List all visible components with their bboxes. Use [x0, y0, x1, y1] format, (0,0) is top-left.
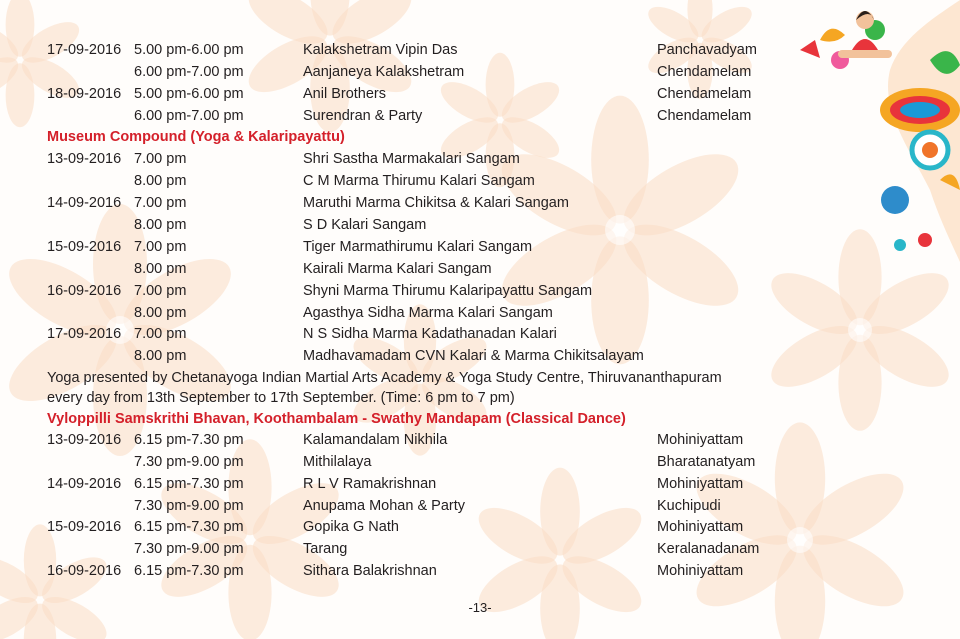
row-art-form: Mohiniyattam: [657, 563, 744, 579]
row-date: 18-09-2016: [47, 86, 122, 102]
section-heading-museum-compound: Museum Compound (Yoga & Kalaripayattu): [47, 129, 345, 145]
row-performer: C M Marma Thirumu Kalari Sangam: [303, 173, 535, 189]
row-time: 8.00 pm: [134, 173, 187, 189]
schedule-row: [0, 236, 960, 258]
row-date: 16-09-2016: [47, 283, 122, 299]
schedule-row: [0, 83, 960, 105]
row-performer: Anil Brothers: [303, 86, 387, 102]
schedule-row: [0, 280, 960, 302]
schedule-row: [0, 516, 960, 538]
schedule-row: [0, 214, 960, 236]
row-time: 6.00 pm-7.00 pm: [134, 108, 244, 124]
row-date: 14-09-2016: [47, 476, 122, 492]
row-time: 7.30 pm-9.00 pm: [134, 541, 244, 557]
row-date: 17-09-2016: [47, 326, 122, 342]
schedule-row: [0, 429, 960, 451]
row-performer: Kalakshetram Vipin Das: [303, 42, 458, 58]
row-art-form: Kuchipudi: [657, 498, 721, 514]
row-performer: Maruthi Marma Chikitsa & Kalari Sangam: [303, 195, 569, 211]
row-time: 8.00 pm: [134, 305, 187, 321]
row-date: 13-09-2016: [47, 432, 122, 448]
row-performer: Sithara Balakrishnan: [303, 563, 437, 579]
row-time: 7.30 pm-9.00 pm: [134, 454, 244, 470]
row-time: 6.15 pm-7.30 pm: [134, 432, 244, 448]
row-time: 7.00 pm: [134, 195, 187, 211]
row-time: 8.00 pm: [134, 261, 187, 277]
row-performer: Madhavamadam CVN Kalari & Marma Chikitsalayam: [303, 348, 644, 364]
schedule-row: [0, 148, 960, 170]
row-time: 6.15 pm-7.30 pm: [134, 519, 244, 535]
row-performer: Gopika G Nath: [303, 519, 399, 535]
schedule-row: [0, 451, 960, 473]
schedule-row: [0, 495, 960, 517]
row-performer: Kalamandalam Nikhila: [303, 432, 448, 448]
row-date: 14-09-2016: [47, 195, 122, 211]
row-time: 6.00 pm-7.00 pm: [134, 64, 244, 80]
page-number: -13-: [468, 600, 492, 615]
row-art-form: Mohiniyattam: [657, 476, 744, 492]
row-date: 13-09-2016: [47, 151, 122, 167]
row-performer: S D Kalari Sangam: [303, 217, 427, 233]
row-art-form: Mohiniyattam: [657, 519, 744, 535]
row-performer: Shri Sastha Marmakalari Sangam: [303, 151, 520, 167]
row-performer: Tiger Marmathirumu Kalari Sangam: [303, 239, 533, 255]
row-performer: Aanjaneya Kalakshetram: [303, 64, 465, 80]
row-art-form: Keralanadanam: [657, 541, 760, 557]
row-art-form: Panchavadyam: [657, 42, 757, 58]
row-performer: Mithilalaya: [303, 454, 372, 470]
row-time: 7.00 pm: [134, 326, 187, 342]
schedule-row: [0, 192, 960, 214]
row-performer: Tarang: [303, 541, 348, 557]
schedule-row: [0, 105, 960, 127]
yoga-note-line: Yoga presented by Chetanayoga Indian Martial Arts Academy & Yoga Study Centre, Thiruvananthapuram: [47, 370, 722, 386]
row-performer: Agasthya Sidha Marma Kalari Sangam: [303, 305, 553, 321]
row-time: 7.30 pm-9.00 pm: [134, 498, 244, 514]
row-time: 6.15 pm-7.30 pm: [134, 563, 244, 579]
schedule-row: [0, 323, 960, 345]
schedule-row: [0, 39, 960, 61]
row-time: 6.15 pm-7.30 pm: [134, 476, 244, 492]
row-art-form: Chendamelam: [657, 86, 752, 102]
row-performer: Kairali Marma Kalari Sangam: [303, 261, 492, 277]
schedule-row: [0, 170, 960, 192]
row-time: 5.00 pm-6.00 pm: [134, 42, 244, 58]
schedule-row: [0, 473, 960, 495]
schedule-row: [0, 538, 960, 560]
row-time: 7.00 pm: [134, 239, 187, 255]
row-performer: Shyni Marma Thirumu Kalaripayattu Sangam: [303, 283, 593, 299]
row-performer: Surendran & Party: [303, 108, 423, 124]
row-date: 15-09-2016: [47, 239, 122, 255]
schedule-row: [0, 258, 960, 280]
row-date: 17-09-2016: [47, 42, 122, 58]
schedule-row: [0, 61, 960, 83]
row-date: 15-09-2016: [47, 519, 122, 535]
row-time: 8.00 pm: [134, 348, 187, 364]
row-art-form: Chendamelam: [657, 108, 752, 124]
schedule-row: [0, 560, 960, 582]
row-art-form: Mohiniyattam: [657, 432, 744, 448]
row-performer: R L V Ramakrishnan: [303, 476, 437, 492]
row-time: 8.00 pm: [134, 217, 187, 233]
row-time: 7.00 pm: [134, 151, 187, 167]
yoga-note-line: every day from 13th September to 17th September. (Time: 6 pm to 7 pm): [47, 390, 515, 406]
row-date: 16-09-2016: [47, 563, 122, 579]
schedule-row: [0, 302, 960, 324]
row-performer: Anupama Mohan & Party: [303, 498, 466, 514]
row-performer: N S Sidha Marma Kadathanadan Kalari: [303, 326, 557, 342]
schedule-row: [0, 345, 960, 367]
row-art-form: Chendamelam: [657, 64, 752, 80]
row-time: 5.00 pm-6.00 pm: [134, 86, 244, 102]
row-time: 7.00 pm: [134, 283, 187, 299]
row-art-form: Bharatanatyam: [657, 454, 756, 470]
section-heading-vyloppilli-samskrithi-bhavan: Vyloppilli Samskrithi Bhavan, Koothambalam - Swathy Mandapam (Classical Dance): [47, 411, 626, 427]
